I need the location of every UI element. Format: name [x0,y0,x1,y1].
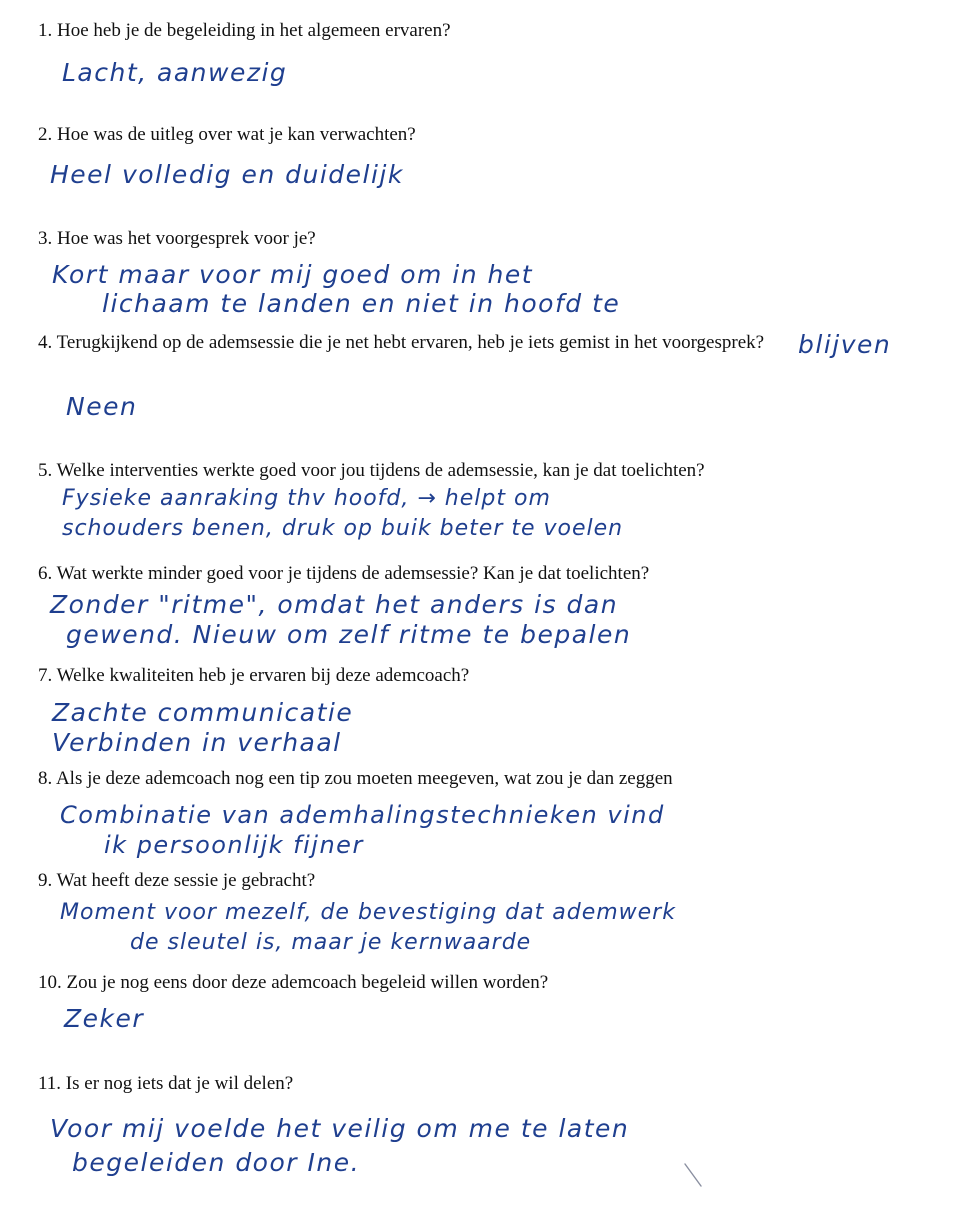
answer-6-line-2: gewend. Nieuw om zelf ritme te bepalen [66,620,632,649]
answer-3-overflow [798,330,891,360]
answer-8 [60,800,665,860]
answer-9 [60,898,676,958]
answer-11-line-2: begeleiden door Ine. [72,1148,361,1177]
answer-7-line-2: Verbinden in verhaal [52,728,342,757]
answer-5-line-2: schouders benen, druk op buik beter te voelen [62,516,624,541]
answer-3 [52,260,620,318]
answer-6-line-1: Zonder "ritme", omdat het anders is dan [50,590,619,619]
answer-6 [50,590,631,650]
question-2: 2. Hoe was de uitleg over wat je kan verwachten? [38,124,416,145]
answer-3-line-2: lichaam te landen en niet in hoofd te [102,289,621,318]
question-5: 5. Welke interventies werkte goed voor jou tijdens de ademsessie, kan je dat toelichten? [38,460,705,481]
answer-3-line-1: Kort maar voor mij goed om in het [52,260,534,289]
question-4: 4. Terugkijkend op de ademsessie die je net hebt ervaren, heb je iets gemist in het voorgesprek? [38,332,765,353]
answer-9-line-1: Moment voor mezelf, de bevestiging dat ademwerk [60,900,676,925]
answer-4 [66,392,137,422]
answer-5 [62,484,623,544]
answer-7-line-1: Zachte communicatie [52,698,354,727]
question-6: 6. Wat werkte minder goed voor je tijdens de ademsessie? Kan je dat toelichten? [38,563,650,584]
answer-1-line-1: Lacht, aanwezig [62,58,288,87]
answer-8-line-2: ik persoonlijk fijner [104,831,364,859]
answer-2-line-1: Heel volledig en duidelijk [50,160,404,189]
answer-4-line-1: Neen [66,392,138,421]
question-8: 8. Als je deze ademcoach nog een tip zou moeten meegeven, wat zou je dan zeggen [38,768,673,789]
question-7: 7. Welke kwaliteiten heb je ervaren bij deze ademcoach? [38,665,470,686]
answer-9-line-2: de sleutel is, maar je kernwaarde [130,930,532,955]
answer-5-line-1: Fysieke aanraking thv hoofd, → helpt om [62,486,551,511]
question-10: 10. Zou je nog eens door deze ademcoach begeleid willen worden? [38,972,549,993]
answer-10-line-1: Zeker [64,1004,145,1033]
question-3: 3. Hoe was het voorgesprek voor je? [38,228,316,249]
answer-10 [64,1004,144,1034]
pen-stroke-mark [683,1160,705,1190]
answer-11-line-1: Voor mij voelde het veilig om me te laten [50,1114,630,1143]
question-9: 9. Wat heeft deze sessie je gebracht? [38,870,316,891]
answer-11 [50,1112,629,1180]
question-11: 11. Is er nog iets dat je wil delen? [38,1073,294,1094]
answer-7 [52,698,353,758]
question-1: 1. Hoe heb je de begeleiding in het algemeen ervaren? [38,20,451,41]
answer-2 [50,160,404,190]
answer-3-line-3: blijven [798,330,892,359]
answer-8-line-1: Combinatie van ademhalingstechnieken vind [60,801,665,829]
answer-1 [62,58,287,88]
